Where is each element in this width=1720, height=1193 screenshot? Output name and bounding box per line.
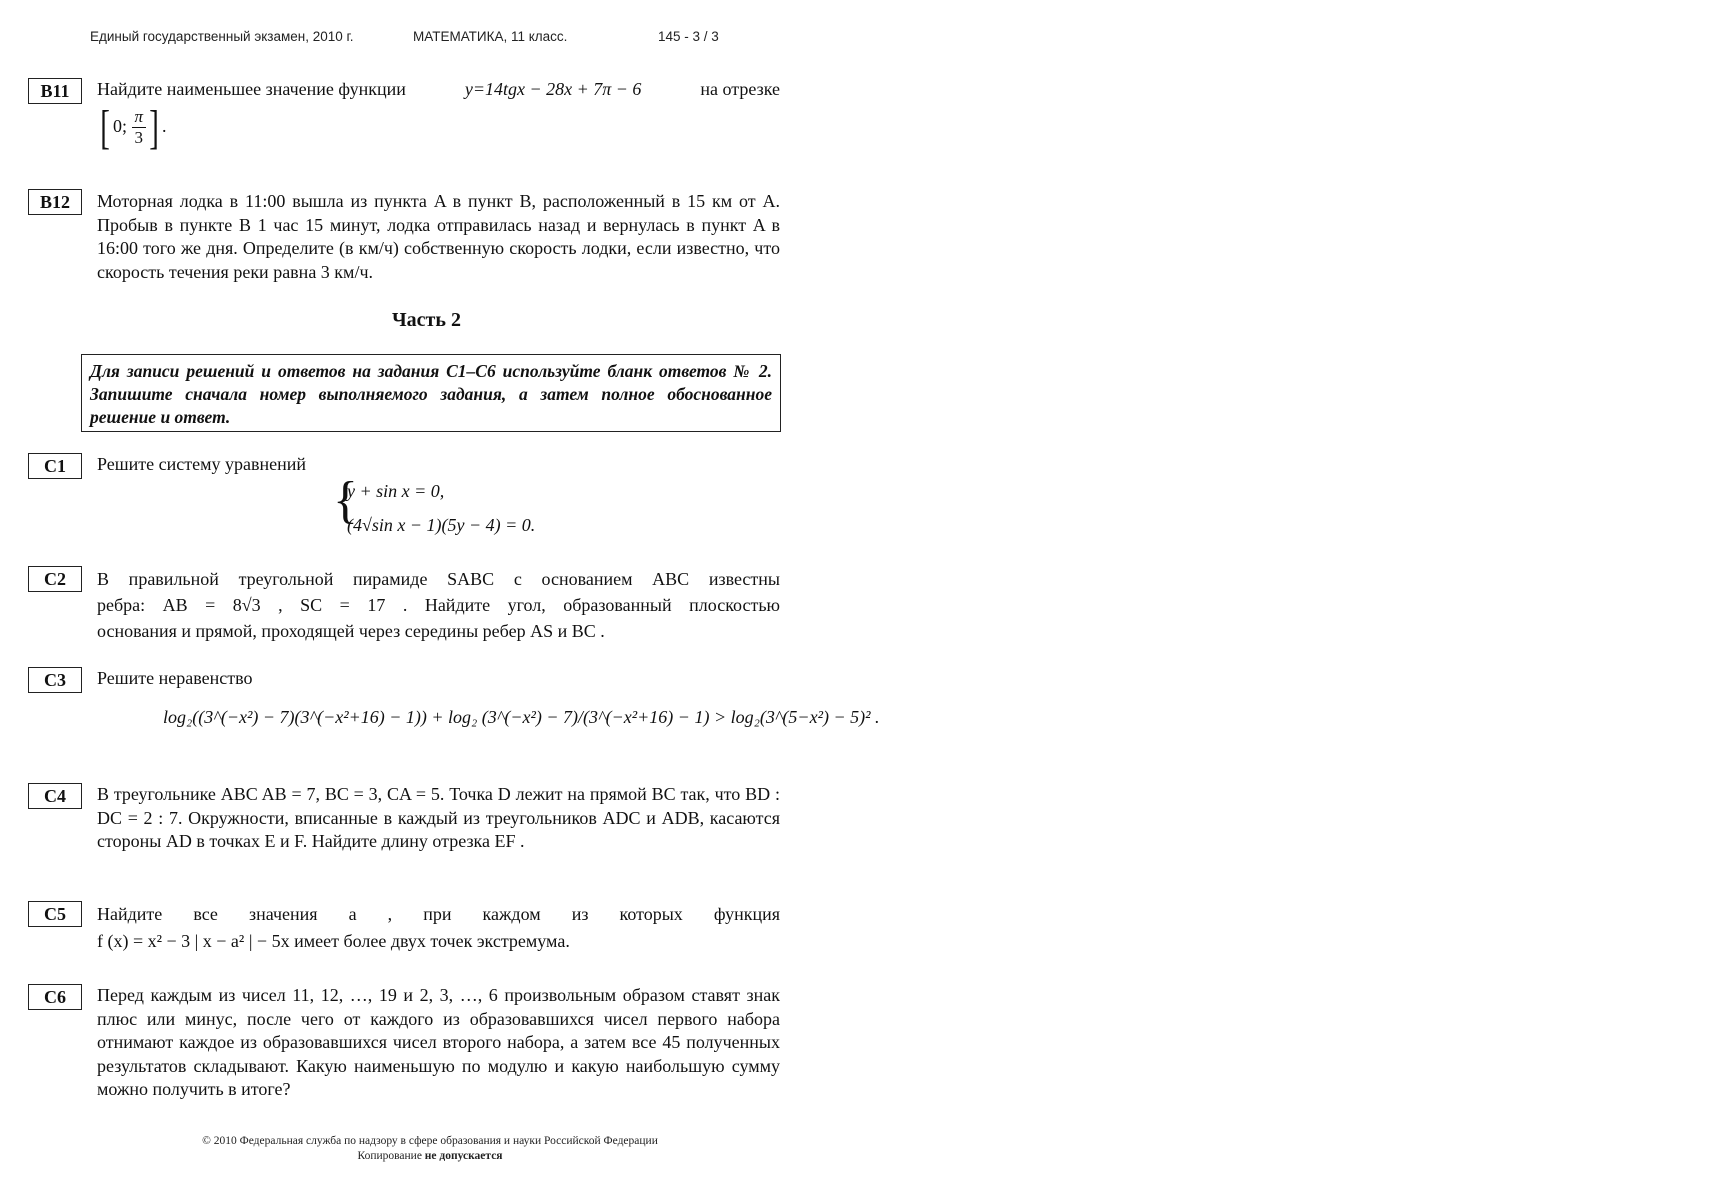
footer-copy-notice: Копирование не допускается <box>357 1150 503 1162</box>
problem-label: C4 <box>28 783 82 809</box>
c2-line-2: ребра: AB = 8√3 , SC = 17 . Найдите угол, образованный плоскостью <box>97 595 780 615</box>
page-header <box>90 29 730 49</box>
problem-c5 <box>28 901 780 961</box>
problem-label: B11 <box>28 78 82 104</box>
b11-formula: y=14tgx − 28x + 7π − 6 <box>464 79 642 99</box>
interval-fraction: $\frac{\pi}{3}$ <box>132 107 147 148</box>
problem-label: C1 <box>28 453 82 479</box>
system-line-1: y + sin x = 0, <box>347 481 445 501</box>
c3-inequality: log₂((3^(−x²) − 7)(3^(−x²+16) − 1)) + log₂ (3^(−x²) − 7)/(3^(−x²+16) − 1) > log₂(3^(5−x²) − 5)² . <box>163 707 880 727</box>
footer-copyright: © 2010 Федеральная служба по надзору в сфере образования и науки Российской Федерации <box>202 1135 658 1147</box>
c2-line-1: В правильной треугольной пирамиде SABC с основанием ABC известны <box>97 569 780 589</box>
c5-line-1: Найдите все значения a , при каждом из которых функция <box>97 904 780 924</box>
problem-label: C6 <box>28 984 82 1010</box>
problem-c6 <box>28 984 780 1104</box>
c5-line-2: f (x) = x² − 3 | x − a² | − 5x имеет более двух точек экстремума. <box>97 931 570 951</box>
problem-c3 <box>28 667 880 757</box>
problem-text <box>97 78 780 152</box>
b11-text-before: Найдите наименьшее значение функции <box>97 79 406 99</box>
header-subject: МАТЕМАТИКА, 11 класс. <box>413 29 568 44</box>
problem-text: Моторная лодка в 11:00 вышла из пункта A в пункт B, расположенный в 15 км от A. Пробыв в пункте B 1 час 15 минут, лодка отправилась назад и вернулась в пункт A в 16:00 того же дня. Определите (в км/ч) собственную скорость лодки, если известно, что скорость течения реки равна 3 км/ч. <box>97 191 780 282</box>
b11-interval: [ 0; $\frac{\pi}{3}$ ] . <box>100 100 167 154</box>
problem-text: Решите неравенство <box>97 668 253 688</box>
problem-text: В треугольнике ABC AB = 7, BC = 3, CA = 5. Точка D лежит на прямой BC так, что BD : DC = 2 : 7. Окружности, вписанные в каждый из треугольников ADC и ADB, касаются стороны AD в точках E и F. Найдите длину отрезка EF . <box>97 784 780 851</box>
problem-label: C5 <box>28 901 82 927</box>
problem-c4 <box>28 783 780 883</box>
c2-line-3: основания и прямой, проходящей через середины ребер AS и BC . <box>97 621 605 641</box>
problem-text <box>97 566 780 644</box>
interval-left: 0; <box>112 115 127 136</box>
section-title: Часть 2 <box>392 309 461 331</box>
b11-text-after: на отрезке <box>700 79 780 99</box>
problem-label: C3 <box>28 667 82 693</box>
problem-b11 <box>28 78 780 160</box>
header-page-code: 145 - 3 / 3 <box>658 29 719 44</box>
problem-label: B12 <box>28 189 82 215</box>
problem-c2 <box>28 566 780 646</box>
problem-text: Решите систему уравнений <box>97 454 306 474</box>
problem-text: Перед каждым из чисел 11, 12, …, 19 и 2, 3, …, 6 произвольным образом ставят знак плюс или минус, после чего от каждого из образовавшихся чисел первого набора отнимают каждое из образовавшихся чисел второго набора, а затем все 45 полученных результатов складывают. Какую наименьшую по модулю и какую наибольшую сумму можно получить в итоге? <box>97 985 780 1099</box>
page-footer <box>160 1134 700 1164</box>
problem-c1 <box>28 453 780 543</box>
system-line-2: (4√sin x − 1)(5y − 4) = 0. <box>347 515 536 535</box>
problem-text <box>97 901 780 955</box>
problem-label: C2 <box>28 566 82 592</box>
instructions-box: Для записи решений и ответов на задания C1–C6 используйте бланк ответов № 2. Запишите сначала номер выполняемого задания, а затем полное обоснованное решение и ответ. <box>81 354 781 432</box>
problem-b12 <box>28 189 780 289</box>
brace-icon: { <box>333 472 358 529</box>
header-exam-title: Единый государственный экзамен, 2010 г. <box>90 29 354 44</box>
